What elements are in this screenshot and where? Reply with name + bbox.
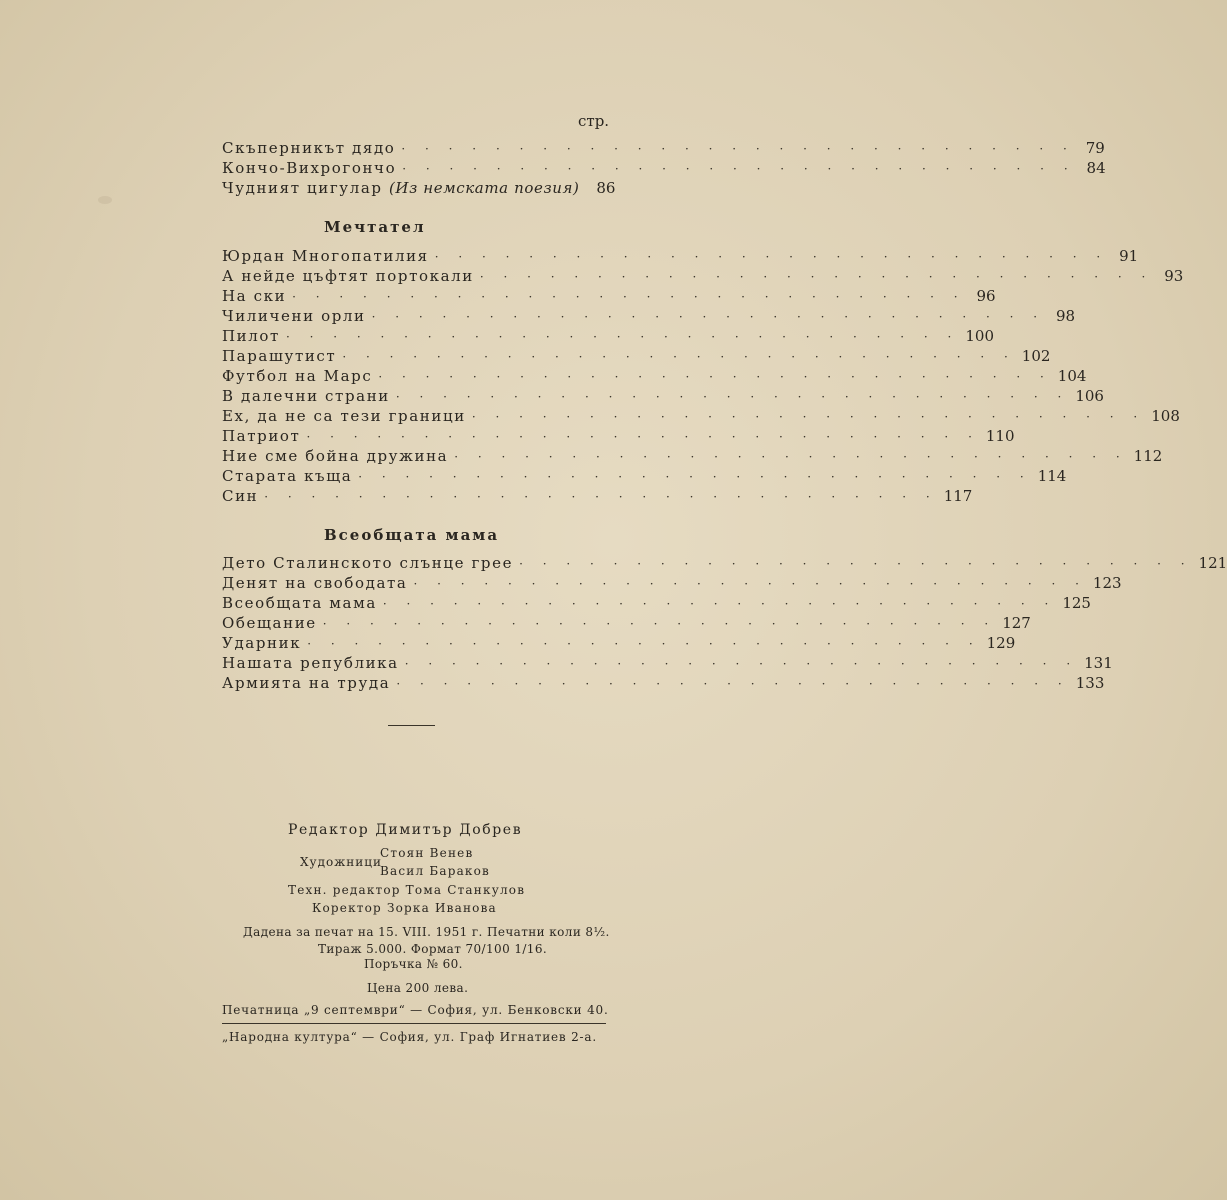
leader-dots: · · · · · · · · · · · · · · · · · · · · · · · · · · · · · [342, 350, 1016, 364]
toc-entry-page: 86 [596, 179, 616, 197]
toc-entry-title: На ски [222, 287, 287, 305]
toc-entry-title: Старата къща [222, 467, 353, 485]
toc-entry-title: Ние сме бойна дружина [222, 447, 449, 465]
toc-entry [222, 326, 995, 346]
leader-dots: · · · · · · · · · · · · · · · · · · · · · · · · · · · · · [322, 617, 997, 631]
toc-entry-title-italic: (Из немската поезия) [388, 179, 580, 197]
paper-stain [98, 196, 112, 204]
toc-entry [222, 266, 1184, 286]
toc-entry-page: 79 [1085, 139, 1105, 157]
leader-dots: · · · · · · · · · · · · · · · · · · · · · · · · · · · · · [307, 637, 981, 651]
toc-entry [222, 573, 1122, 593]
toc-entry-title: Футбол на Марс [222, 367, 373, 385]
toc-entry-title: В далечни страни [222, 387, 390, 405]
toc-entry-page: 125 [1062, 594, 1091, 612]
toc-entry [222, 613, 1031, 633]
toc-entry [222, 653, 1113, 673]
toc-entry [222, 426, 1015, 446]
editor-credit: Редактор Димитър Добрев [288, 822, 523, 838]
leader-dots: · · · · · · · · · · · · · · · · · · · · · · · · · · · · · [382, 597, 1057, 611]
toc-entry-title [222, 178, 579, 198]
toc-entry [222, 633, 1016, 653]
toc-entry-title: Обещание [222, 614, 317, 632]
proofreader-credit: Коректор Зорка Иванова [312, 901, 497, 915]
leader-dots: · · · · · · · · · · · · · · · · · · · · · · · · · · · · · [306, 430, 980, 444]
tech-editor-credit: Техн. редактор Тома Станкулов [288, 883, 526, 897]
toc-entry-page: 91 [1119, 247, 1139, 265]
toc-entry-page: 102 [1021, 347, 1051, 365]
toc-entry-title: Денят на свободата [222, 574, 408, 592]
leader-dots: · · · · · · · · · · · · · · · · · · · · · · · · · · · · · [519, 557, 1193, 571]
toc-entry-page: 98 [1055, 307, 1076, 325]
toc-entry-title: Пилот [222, 327, 280, 345]
toc-entry [222, 446, 1163, 466]
leader-dots: · · · · · · · · · · · · · · · · · · · · · · · · · · · · · [404, 657, 1079, 671]
toc-entry-page: 100 [965, 327, 995, 345]
toc-entry [222, 406, 1180, 426]
publisher-info: „Народна култура“ — София, ул. Граф Игнатиев 2-а. [222, 1030, 597, 1044]
toc-part1 [222, 138, 1106, 198]
toc-entry-page: 114 [1037, 467, 1067, 485]
section-heading: Всеобщата мама [324, 526, 500, 544]
price: Цена 200 лева. [367, 981, 469, 995]
toc-entry [222, 466, 1067, 486]
toc-entry-title-main: Чудният цигулар [222, 179, 383, 197]
toc-entry-title: Ех, да не са тези граници [222, 407, 466, 425]
toc-section-vseobshtata-mama [222, 553, 1227, 693]
toc-entry-page: 106 [1075, 387, 1104, 405]
leader-dots: · · · · · · · · · · · · · · · · · · · · · · · · · · · · · [264, 490, 938, 504]
printer-info: Печатница „9 септември“ — София, ул. Бенковски 40. [222, 1003, 609, 1017]
toc-entry-title: Патриот [222, 427, 301, 445]
leader-dots: · · · · · · · · · · · · · · · · · · · · · · · · · · · · · [285, 330, 960, 344]
toc-entry [222, 346, 1051, 366]
toc-entry-page: 104 [1057, 367, 1087, 385]
toc-entry-page: 112 [1133, 447, 1163, 465]
toc-entry-page: 117 [943, 487, 973, 505]
leader-dots: · · · · · · · · · · · · · · · · · · · · · · · · · · · · · [401, 142, 1075, 156]
page-column-label: стр. [578, 112, 610, 130]
leader-dots: · · · · · · · · · · · · · · · · · · · · · · · · · · · · · [434, 250, 1109, 264]
toc-entry-page: 108 [1151, 407, 1180, 425]
leader-dots: · · · · · · · · · · · · · · · · · · · · · · · · · · · · · [292, 290, 966, 304]
toc-entry-title: Армията на труда [222, 674, 391, 692]
toc-entry-page: 123 [1092, 574, 1122, 592]
leader-dots: · · · · · · · · · · · · · · · · · · · · · · · · · · · · · [402, 162, 1076, 176]
toc-entry [222, 178, 616, 198]
leader-dots: · · · · · · · · · · · · · · · · · · · · · · · · · · · · · [454, 450, 1128, 464]
leader-dots: · · · · · · · · · · · · · · · · · · · · · · · · · · · · · [371, 310, 1046, 324]
artist-credit: Стоян Венев [380, 846, 474, 860]
toc-entry [222, 386, 1104, 406]
print-run: Тираж 5.000. Формат 70/100 1/16. [318, 942, 548, 956]
toc-entry-title: Ударник [222, 634, 302, 652]
toc-entry-page: 96 [976, 287, 996, 305]
toc-entry-title: Нашата република [222, 654, 399, 672]
leader-dots: · · · · · · · · · · · · · · · · · · · · · · · · · · · · · [358, 470, 1032, 484]
toc-entry [222, 246, 1139, 266]
toc-entry-page: 133 [1075, 674, 1105, 692]
divider-rule [222, 1023, 606, 1024]
leader-dots: · · · · · · · · · · · · · · · · · · · · · · · · · · · · · [413, 577, 1087, 591]
divider-rule [388, 725, 435, 726]
toc-entry [222, 593, 1091, 613]
toc-entry-page: 129 [986, 634, 1016, 652]
toc-entry-title: Всеобщата мама [222, 594, 377, 612]
toc-entry-title: Дето Сталинското слънце грее [222, 554, 514, 572]
artist-credit: Васил Бараков [380, 864, 491, 878]
toc-entry [222, 286, 996, 306]
toc-entry [222, 673, 1105, 693]
toc-entry [222, 138, 1105, 158]
toc-section-mechtatel [222, 246, 1184, 506]
toc-entry-page: 93 [1164, 267, 1184, 285]
toc-entry [222, 158, 1106, 178]
leader-dots: · · · · · · · · · · · · · · · · · · · · · · · · · · · · · [396, 677, 1070, 691]
toc-entry-title: Юрдан Многопатилия [222, 247, 429, 265]
print-date: Дадена за печат на 15. VIII. 1951 г. Печатни коли 8½. [243, 925, 610, 939]
toc-entry [222, 553, 1227, 573]
toc-entry-title: Кончо-Вихрогончо [222, 159, 397, 177]
toc-entry-page: 131 [1084, 654, 1113, 672]
leader-dots: · · · · · · · · · · · · · · · · · · · · · · · · · · · · · [479, 270, 1154, 284]
toc-entry [222, 486, 973, 506]
toc-entry-page: 127 [1002, 614, 1031, 632]
toc-entry-page: 84 [1086, 159, 1106, 177]
toc-entry-title: Скъперникът дядо [222, 139, 396, 157]
toc-entry-title: А нейде цъфтят портокали [222, 267, 474, 285]
toc-entry-title: Син [222, 487, 259, 505]
leader-dots: · · · · · · · · · · · · · · · · · · · · · · · · · · · · · [378, 370, 1052, 384]
toc-entry [222, 366, 1087, 386]
section-heading: Мечтател [324, 218, 426, 236]
toc-entry [222, 306, 1076, 326]
toc-entry-title: Чиличени орли [222, 307, 366, 325]
toc-entry-page: 121 [1198, 554, 1227, 572]
leader-dots: · · · · · · · · · · · · · · · · · · · · · · · · · · · · · [395, 390, 1070, 404]
order-number: Поръчка № 60. [364, 957, 463, 971]
toc-entry-title: Парашутист [222, 347, 337, 365]
toc-entry-page: 110 [985, 427, 1015, 445]
artists-label: Художници [300, 855, 382, 869]
leader-dots: · · · · · · · · · · · · · · · · · · · · · · · · · · · · · [471, 410, 1146, 424]
